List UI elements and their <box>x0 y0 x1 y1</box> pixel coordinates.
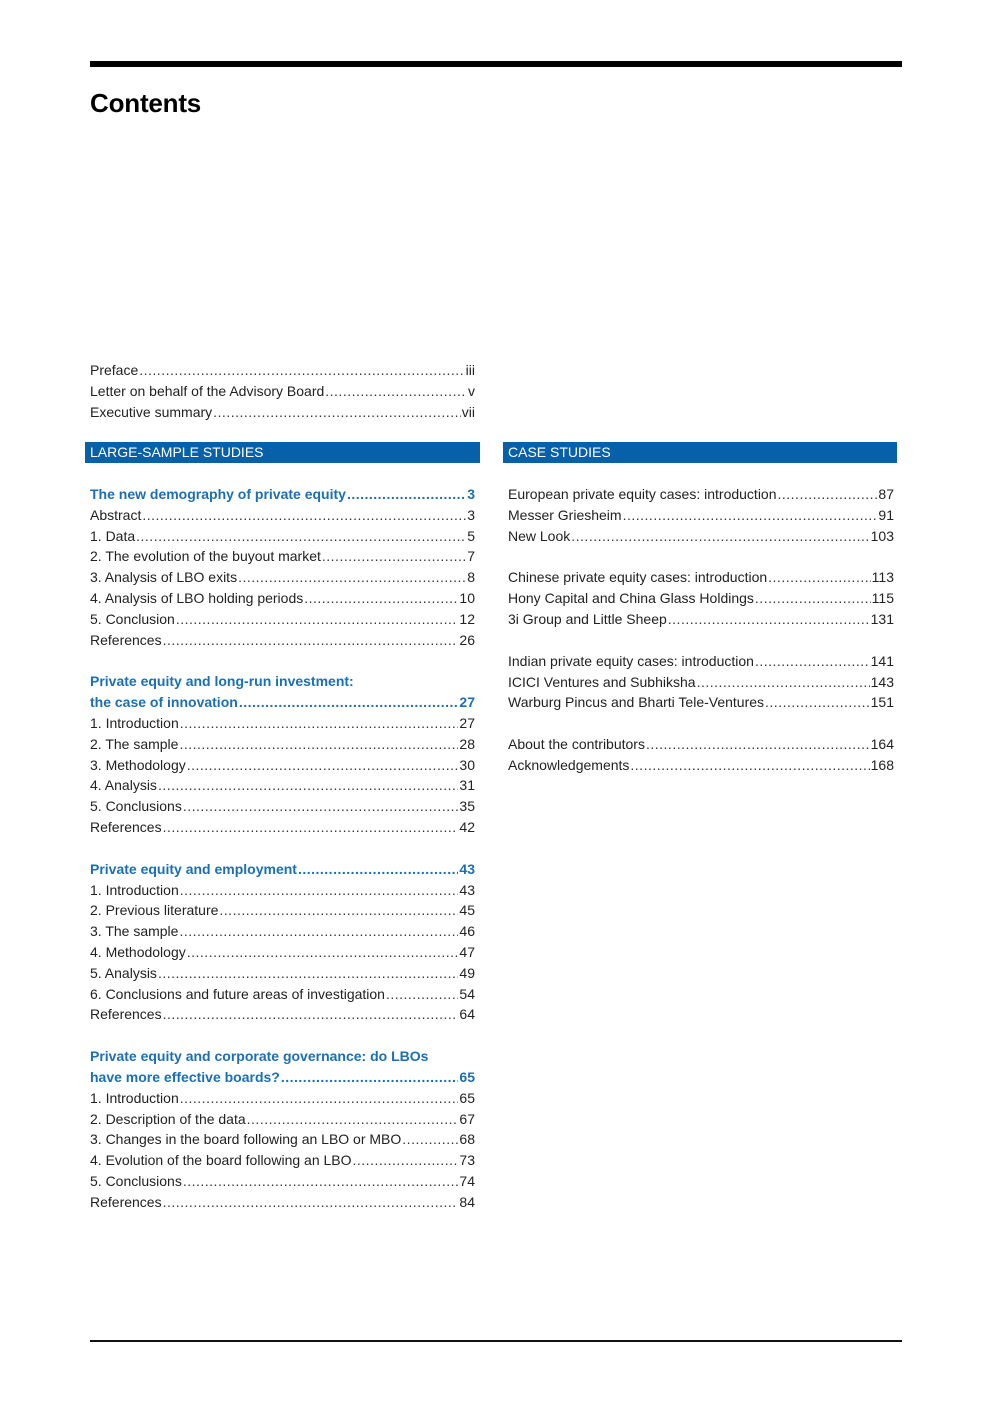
dot-leader <box>163 1004 459 1025</box>
entry-page: 151 <box>870 694 894 711</box>
dot-leader <box>325 381 467 402</box>
dot-leader <box>623 505 878 526</box>
toc-entry[interactable] <box>90 880 475 901</box>
top-rule <box>90 61 902 67</box>
page-title: Contents <box>90 88 202 118</box>
entry-page: 87 <box>878 486 894 502</box>
chapter-group <box>90 484 475 650</box>
section-heading-large-sample: LARGE-SAMPLE STUDIES <box>85 442 480 463</box>
dot-leader <box>322 546 466 567</box>
toc-entry[interactable] <box>90 755 475 776</box>
chapter-title-entry[interactable] <box>90 484 475 505</box>
entry-label: Executive summary <box>90 403 213 420</box>
entry-page: 28 <box>459 735 475 752</box>
toc-entry[interactable] <box>508 609 894 630</box>
toc-entry[interactable] <box>90 817 475 838</box>
entry-page: 168 <box>870 756 894 773</box>
entry-label: 3. The sample <box>90 923 179 940</box>
dot-leader <box>179 734 458 755</box>
entry-page: iii <box>465 362 475 378</box>
chapter-page: 43 <box>459 860 475 877</box>
dot-leader <box>176 609 459 630</box>
entry-page: 27 <box>459 714 475 731</box>
toc-entry[interactable] <box>90 546 475 567</box>
toc-entry[interactable] <box>508 734 894 755</box>
dot-leader <box>668 609 870 630</box>
entry-page: 103 <box>870 527 894 544</box>
entry-page: 49 <box>459 964 475 981</box>
dot-leader <box>571 526 869 547</box>
entry-page: 47 <box>459 943 475 960</box>
entry-page: 74 <box>459 1172 475 1189</box>
entry-label: 2. The evolution of the buyout market <box>90 548 321 565</box>
dot-leader <box>697 672 870 693</box>
entry-label: References <box>90 1193 162 1210</box>
entry-label: 6. Conclusions and future areas of investigation <box>90 985 385 1002</box>
entry-page: 7 <box>467 548 475 565</box>
toc-entry[interactable] <box>90 921 475 942</box>
entry-label: Chinese private equity cases: introduction <box>508 569 768 586</box>
entry-page: 143 <box>870 673 894 690</box>
entry-label: 3. Methodology <box>90 756 186 773</box>
dot-leader <box>347 484 466 505</box>
dot-leader <box>755 588 871 609</box>
dot-leader <box>142 505 466 526</box>
entry-label: 1. Introduction <box>90 1089 179 1106</box>
entry-label: 1. Data <box>90 527 136 544</box>
entry-page: 67 <box>459 1110 475 1127</box>
case-group-china <box>508 567 894 629</box>
entry-page: 43 <box>459 881 475 898</box>
toc-entry[interactable] <box>508 588 894 609</box>
entry-label: 4. Analysis <box>90 777 157 794</box>
dot-leader <box>768 567 871 588</box>
dot-leader <box>163 1192 459 1213</box>
entry-label: 4. Analysis of LBO holding periods <box>90 589 304 606</box>
dot-leader <box>213 402 461 423</box>
toc-entry[interactable] <box>90 1171 475 1192</box>
entry-label: 2. The sample <box>90 735 179 752</box>
dot-leader <box>630 755 869 776</box>
entry-label: ICICI Ventures and Subhiksha <box>508 673 696 690</box>
chapter-page: 3 <box>467 486 475 502</box>
entry-label: References <box>90 818 162 835</box>
toc-entry[interactable] <box>90 900 475 921</box>
chapter-title: Private equity and employment <box>90 860 297 877</box>
entry-page: 115 <box>871 590 894 607</box>
dot-leader <box>755 651 870 672</box>
entry-page: 12 <box>459 610 475 627</box>
toc-entry[interactable] <box>90 713 475 734</box>
entry-label: Indian private equity cases: introduction <box>508 652 754 669</box>
entry-page: 3 <box>467 506 475 523</box>
toc-entry[interactable] <box>90 796 475 817</box>
entry-page: 5 <box>467 527 475 544</box>
entry-page: 8 <box>467 569 475 586</box>
front-matter-list <box>90 360 475 422</box>
entry-label: 3. Analysis of LBO exits <box>90 569 238 586</box>
entry-page: 164 <box>870 736 894 753</box>
entry-label: New Look <box>508 527 571 544</box>
dot-leader <box>281 1067 459 1088</box>
entry-label: 5. Conclusions <box>90 798 182 815</box>
entry-label: 2. Description of the data <box>90 1110 246 1127</box>
entry-label: 1. Introduction <box>90 881 179 898</box>
dot-leader <box>386 984 458 1005</box>
entry-label: References <box>90 631 162 648</box>
entry-label: 3. Changes in the board following an LBO or MBO <box>90 1131 402 1148</box>
entry-label: Letter on behalf of the Advisory Board <box>90 382 325 399</box>
dot-leader <box>298 859 458 880</box>
toc-entry-preface[interactable] <box>90 360 475 381</box>
toc-entry[interactable] <box>90 1004 475 1025</box>
toc-entry[interactable] <box>90 1088 475 1109</box>
toc-entry[interactable] <box>90 963 475 984</box>
entry-page: 10 <box>459 589 475 606</box>
section-heading-case-studies: CASE STUDIES <box>503 442 897 463</box>
case-group-europe <box>508 484 894 546</box>
dot-leader <box>646 734 870 755</box>
entry-page: 64 <box>459 1006 475 1023</box>
entry-page: 31 <box>459 777 475 794</box>
entry-label: Hony Capital and China Glass Holdings <box>508 590 754 607</box>
entry-page: 30 <box>459 756 475 773</box>
dot-leader <box>163 630 459 651</box>
entry-page: 68 <box>459 1131 475 1148</box>
entry-label: Messer Griesheim <box>508 506 622 523</box>
toc-entry[interactable] <box>508 484 894 505</box>
toc-entry[interactable] <box>90 609 475 630</box>
toc-entry[interactable] <box>90 1192 475 1213</box>
chapter-title-line-1[interactable]: Private equity and long-run investment: <box>90 673 354 690</box>
toc-entry[interactable] <box>90 567 475 588</box>
toc-entry-advisory-letter[interactable] <box>90 381 475 402</box>
entry-page: 26 <box>459 631 475 648</box>
entry-label: 5. Conclusions <box>90 1172 182 1189</box>
chapter-group <box>90 859 475 1025</box>
dot-leader <box>179 921 458 942</box>
toc-entry[interactable] <box>90 526 475 547</box>
entry-page: 45 <box>459 902 475 919</box>
toc-entry[interactable] <box>90 505 475 526</box>
toc-entry[interactable] <box>508 505 894 526</box>
dot-leader <box>304 588 458 609</box>
chapter-title-entry[interactable] <box>90 1067 475 1088</box>
dot-leader <box>247 1109 459 1130</box>
entry-label: 5. Conclusion <box>90 610 175 627</box>
entry-label: 1. Introduction <box>90 714 179 731</box>
entry-page: vii <box>461 403 475 420</box>
case-group-back-matter <box>508 734 894 776</box>
dot-leader <box>402 1129 458 1150</box>
entry-page: 91 <box>878 506 894 523</box>
toc-entry[interactable] <box>90 734 475 755</box>
dot-leader <box>238 567 466 588</box>
chapter-group <box>90 1046 475 1212</box>
dot-leader <box>219 900 458 921</box>
entry-page: 113 <box>871 569 894 586</box>
large-sample-studies-column <box>90 442 475 1213</box>
chapter-title-entry[interactable] <box>90 859 475 880</box>
dot-leader <box>158 963 458 984</box>
toc-entry[interactable] <box>508 672 894 693</box>
dot-leader <box>136 526 466 547</box>
dot-leader <box>239 692 459 713</box>
chapter-title: have more effective boards? <box>90 1068 280 1085</box>
dot-leader <box>187 942 459 963</box>
toc-entry-executive-summary[interactable] <box>90 402 475 423</box>
dot-leader <box>183 1171 459 1192</box>
case-group-india <box>508 651 894 713</box>
toc-entry[interactable] <box>508 755 894 776</box>
dot-leader <box>163 817 459 838</box>
entry-page: 131 <box>870 610 894 627</box>
dot-leader <box>778 484 878 505</box>
toc-entry[interactable] <box>508 692 894 713</box>
entry-label: 4. Methodology <box>90 943 186 960</box>
toc-entry[interactable] <box>508 526 894 547</box>
chapter-title-entry[interactable] <box>90 692 475 713</box>
entry-page: 54 <box>459 985 475 1002</box>
chapter-group <box>90 671 475 837</box>
chapter-page: 27 <box>459 694 475 711</box>
toc-entry[interactable] <box>90 1129 475 1150</box>
entry-label: Warburg Pincus and Bharti Tele-Ventures <box>508 694 765 711</box>
dot-leader <box>180 713 459 734</box>
dot-leader <box>139 360 464 381</box>
toc-entry[interactable] <box>90 1109 475 1130</box>
entry-label: Abstract <box>90 506 142 523</box>
toc-entry[interactable] <box>90 984 475 1005</box>
entry-page: 73 <box>459 1152 475 1169</box>
chapter-title: The new demography of private equity <box>90 486 346 502</box>
entry-page: 84 <box>459 1193 475 1210</box>
dot-leader <box>180 1088 459 1109</box>
toc-entry[interactable] <box>90 588 475 609</box>
entry-label: Preface <box>90 362 139 378</box>
dot-leader <box>180 880 459 901</box>
entry-label: European private equity cases: introduction <box>508 486 777 502</box>
toc-entry[interactable] <box>90 942 475 963</box>
toc-entry[interactable] <box>90 1150 475 1171</box>
entry-page: 141 <box>870 652 894 669</box>
entry-page: 65 <box>459 1089 475 1106</box>
chapter-title: the case of innovation <box>90 694 238 711</box>
entry-page: 35 <box>459 798 475 815</box>
toc-entry[interactable] <box>90 775 475 796</box>
entry-label: 4. Evolution of the board following an LBO <box>90 1152 352 1169</box>
case-studies-column <box>508 442 894 776</box>
dot-leader <box>183 796 459 817</box>
dot-leader <box>353 1150 459 1171</box>
dot-leader <box>187 755 459 776</box>
toc-entry[interactable] <box>508 567 894 588</box>
entry-page: 42 <box>459 818 475 835</box>
entry-page: 46 <box>459 923 475 940</box>
chapter-title-line-1[interactable]: Private equity and corporate governance: do LBOs <box>90 1048 429 1065</box>
entry-label: 2. Previous literature <box>90 902 219 919</box>
dot-leader <box>765 692 870 713</box>
entry-label: 3i Group and Little Sheep <box>508 610 667 627</box>
entry-label: About the contributors <box>508 736 645 753</box>
chapter-page: 65 <box>459 1068 475 1085</box>
toc-entry[interactable] <box>508 651 894 672</box>
toc-entry[interactable] <box>90 630 475 651</box>
bottom-rule <box>90 1340 902 1342</box>
entry-label: Acknowledgements <box>508 756 630 773</box>
dot-leader <box>158 775 458 796</box>
entry-label: 5. Analysis <box>90 964 157 981</box>
entry-label: References <box>90 1006 162 1023</box>
entry-page: v <box>468 382 475 399</box>
